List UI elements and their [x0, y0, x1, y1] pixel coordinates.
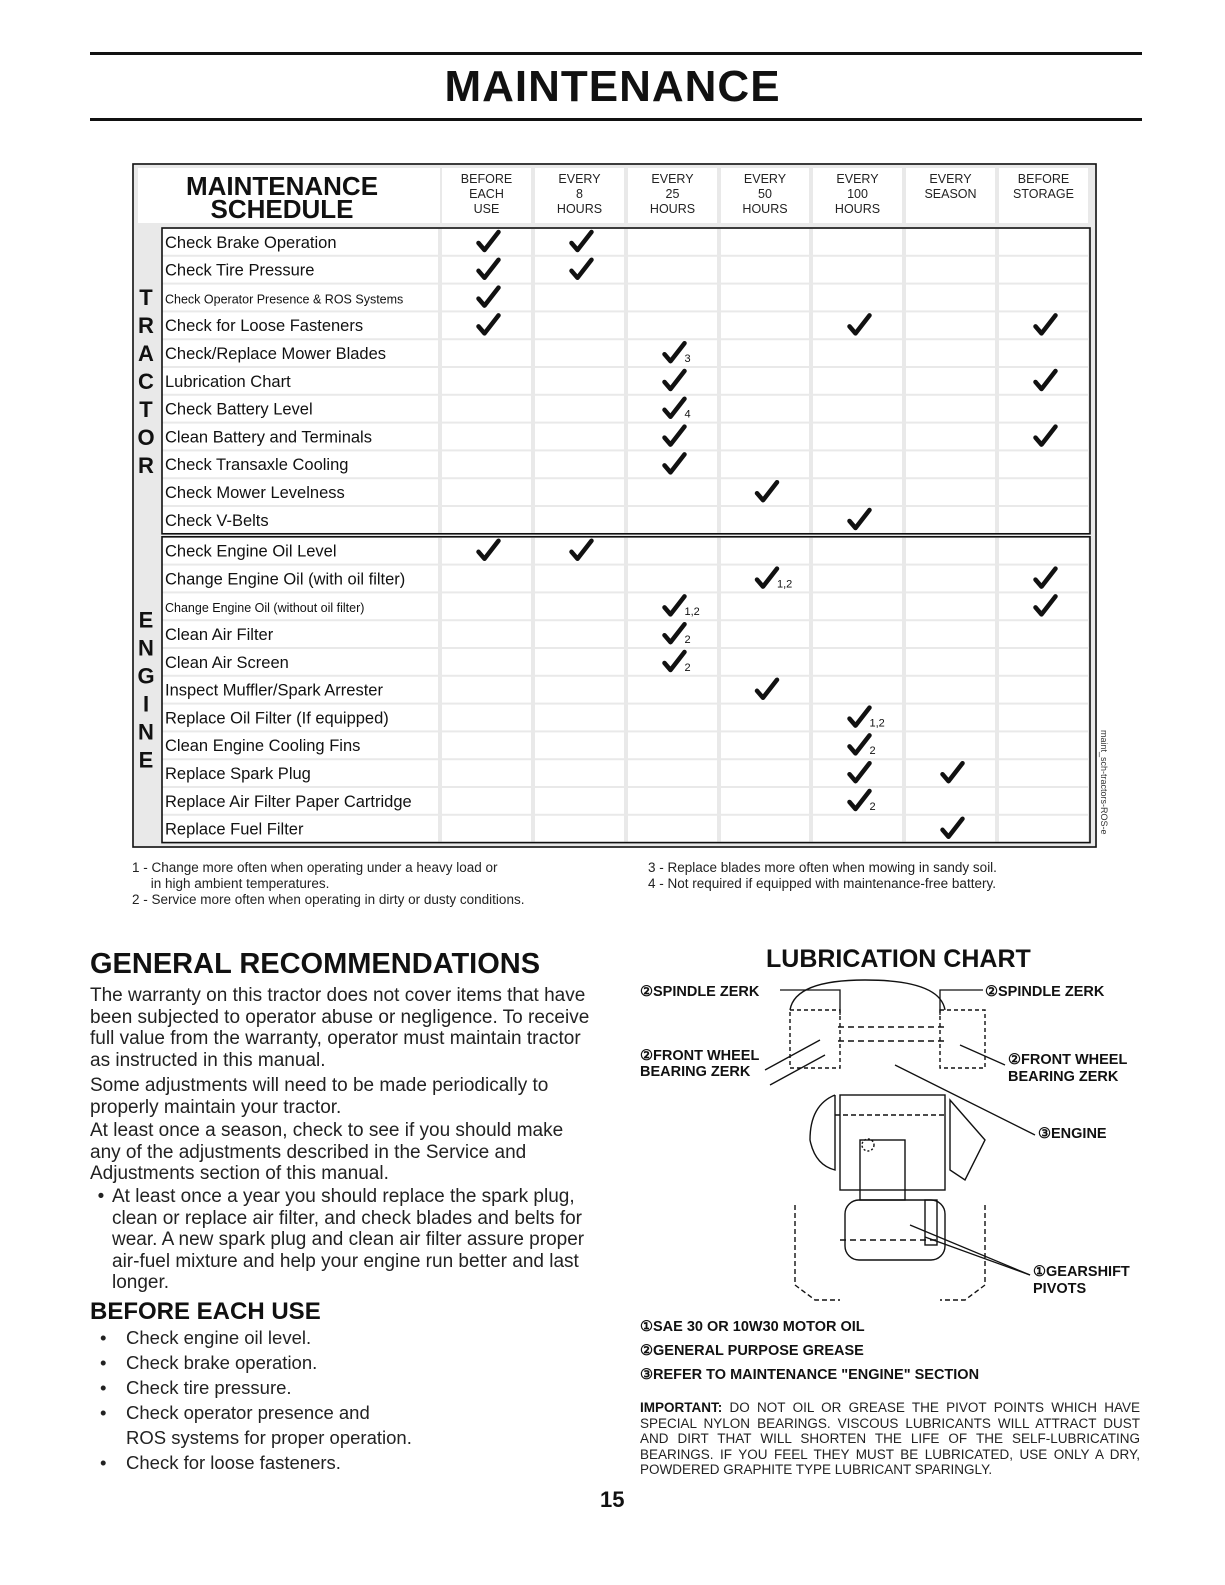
seat [845, 1200, 945, 1260]
interval-cell [442, 424, 531, 450]
label-gearshift: ①GEARSHIFT [1033, 1264, 1130, 1280]
label-front-wheel-left: ②FRONT WHEEL [640, 1048, 760, 1064]
interval-cell [628, 760, 717, 786]
interval-cell [999, 229, 1088, 255]
column-header-text: HOURS [834, 202, 881, 216]
lubrication-diagram [640, 975, 1140, 1320]
interval-cell [721, 816, 809, 842]
column-header-text: EVERY [743, 172, 787, 186]
bullet-dot: • [100, 1402, 107, 1423]
label-front-wheel-left-2: BEARING ZERK [640, 1064, 751, 1080]
interval-cell [721, 257, 809, 283]
task-label: Clean Air Filter [165, 626, 274, 644]
task-label: Check Engine Oil Level [165, 542, 337, 561]
interval-cell [999, 257, 1088, 283]
interval-cell [906, 396, 995, 422]
interval-cell [999, 507, 1088, 533]
interval-cell [813, 677, 902, 703]
engine-hood [840, 1095, 945, 1190]
interval-cell [628, 229, 717, 255]
interval-cell [628, 479, 717, 505]
interval-cell [721, 312, 809, 338]
section-letter: A [138, 340, 154, 366]
page-number: 15 [600, 1487, 625, 1512]
interval-cell [906, 229, 995, 255]
interval-cell [535, 621, 624, 647]
interval-cell [442, 677, 531, 703]
interval-cell [721, 705, 809, 731]
general-bullet [90, 1186, 590, 1294]
task-label: Clean Battery and Terminals [165, 428, 372, 447]
interval-cell [628, 312, 717, 338]
interval-cell [999, 451, 1088, 477]
check-footnote-ref: 2 [684, 661, 691, 674]
section-letter: N [138, 719, 154, 745]
interval-cell [813, 257, 902, 283]
task-label: Change Engine Oil (with oil filter) [165, 570, 406, 589]
interval-cell [906, 593, 995, 619]
interval-cell [906, 732, 995, 758]
task-label: Check Mower Levelness [165, 484, 345, 502]
column-header-text: EVERY [651, 172, 694, 186]
interval-cell [628, 677, 717, 703]
interval-cell [999, 396, 1088, 422]
section-letter: G [137, 663, 155, 689]
interval-cell [442, 760, 531, 786]
important-label: IMPORTANT: [640, 1400, 723, 1415]
before-use-item [100, 1425, 412, 1450]
interval-cell [535, 566, 624, 592]
interval-cell [442, 649, 531, 675]
schedule-title-line2: SCHEDULE [210, 194, 354, 224]
column-header-text: HOURS [649, 202, 696, 216]
task-label: Check for Loose Fasteners [165, 317, 364, 336]
interval-cell [442, 451, 531, 477]
interval-cell [535, 788, 624, 814]
interval-cell [628, 285, 717, 311]
interval-cell [906, 257, 995, 283]
column-header-text: BEFORE [460, 172, 513, 186]
interval-cell [442, 507, 531, 533]
task-label: Check/Replace Mower Blades [165, 345, 387, 363]
interval-cell [999, 705, 1088, 731]
interval-cell [442, 479, 531, 505]
interval-cell [906, 566, 995, 592]
interval-cell [813, 285, 902, 311]
interval-cell [535, 285, 624, 311]
interval-cell [721, 732, 809, 758]
task-label: Clean Air Screen [165, 653, 289, 672]
task-label: Inspect Muffler/Spark Arrester [165, 681, 383, 700]
interval-cell [535, 340, 624, 366]
check-footnote-ref: 2 [869, 800, 876, 813]
interval-cell [999, 479, 1088, 505]
before-use-item [100, 1375, 292, 1400]
column-header-text: 100 [847, 187, 868, 201]
interval-cell [999, 538, 1088, 564]
section-letter: E [138, 747, 154, 773]
label-front-wheel-right-2: BEARING ZERK [1008, 1069, 1119, 1085]
interval-cell [813, 538, 902, 564]
before-use-item-text: Check tire pressure. [126, 1377, 292, 1398]
interval-cell [442, 732, 531, 758]
column-header-text: EVERY [929, 172, 972, 186]
task-label: Check Operator Presence & ROS Systems [165, 292, 404, 307]
interval-cell [535, 507, 624, 533]
interval-cell [906, 705, 995, 731]
interval-cell [442, 566, 531, 592]
maintenance-schedule-table [132, 163, 1097, 848]
interval-cell [628, 566, 717, 592]
section-letter: N [138, 635, 154, 661]
check-footnote-ref: 2 [869, 745, 876, 758]
bullet-dot: • [100, 1327, 107, 1348]
interval-cell [628, 788, 717, 814]
column-header-text: USE [473, 202, 500, 216]
footnotes-left: 1 - Change more often when operating under a heavy load or in high ambient temperatures. 2 - Service more often when operating in dirty or dusty conditions. [132, 860, 525, 907]
interval-cell [721, 340, 809, 366]
interval-cell [442, 816, 531, 842]
interval-cell [535, 677, 624, 703]
check-footnote-ref: 1,2 [777, 578, 793, 591]
document-code: maint_sch-tractors-ROS-e [1099, 730, 1109, 835]
before-use-item-text: Check operator presence and [126, 1402, 370, 1423]
interval-cell [628, 705, 717, 731]
interval-cell [628, 816, 717, 842]
label-gearshift-2: PIVOTS [1033, 1281, 1087, 1297]
interval-cell [628, 507, 717, 533]
column-header-text: BEFORE [1017, 172, 1070, 186]
interval-cell [535, 368, 624, 394]
column-header-text: 8 [576, 187, 583, 201]
important-note [640, 1400, 1140, 1478]
column-header-text: HOURS [556, 202, 603, 216]
task-label: Check Brake Operation [165, 233, 337, 252]
interval-cell [906, 451, 995, 477]
interval-cell [813, 340, 902, 366]
section-letter: R [138, 452, 154, 478]
before-use-item-text: Check brake operation. [126, 1352, 318, 1373]
column-header-text: 25 [665, 187, 680, 201]
task-label: Replace Air Filter Paper Cartridge [165, 792, 412, 811]
task-label: Check V-Belts [165, 511, 269, 530]
interval-cell [721, 451, 809, 477]
interval-cell [813, 396, 902, 422]
check-footnote-ref: 2 [684, 634, 691, 646]
column-header-text: EACH [469, 187, 504, 201]
general-bullet-text: At least once a year you should replace the spark plug, clean or replace air filter, and check blades and belts for wear. A new spark plug and clean air filter assure proper air-fuel mixture and help your engine run better and last longer. [112, 1186, 585, 1293]
interval-cell [813, 593, 902, 619]
important-text: DO NOT OIL OR GREASE THE PIVOT POINTS WHICH HAVE SPECIAL NYLON BEARINGS. VISCOUS LUBRICANTS WILL ATTRACT DUST AND DIRT THAT WILL SHORTEN THE LIFE OF THE SELF-LUBRICATING BEARINGS. IF YOU FEEL THEY MUST BE LUBRICATED, USE ONLY A DRY, POWDERED GRAPHITE TYPE LUBRICANT SPARINGLY. [640, 1400, 1140, 1477]
column-header-text: 50 [758, 187, 772, 201]
interval-cell [906, 649, 995, 675]
left-front-wheel [790, 1010, 840, 1068]
before-each-use-heading: BEFORE EACH USE [90, 1298, 321, 1325]
schedule-title-line1: MAINTENANCE [185, 171, 379, 201]
interval-cell [442, 368, 531, 394]
interval-cell [999, 816, 1088, 842]
interval-cell [721, 368, 809, 394]
interval-cell [906, 621, 995, 647]
section-letter: O [137, 424, 155, 450]
interval-cell [721, 424, 809, 450]
check-footnote-ref: 3 [684, 353, 691, 365]
interval-cell [535, 732, 624, 758]
lubrication-chart-heading: LUBRICATION CHART [766, 945, 1031, 973]
interval-cell [535, 593, 624, 619]
section-letter: R [138, 312, 154, 338]
section-letter: E [138, 607, 154, 633]
section-letter: I [142, 691, 150, 717]
interval-cell [999, 621, 1088, 647]
interval-cell [999, 760, 1088, 786]
leader-lines [765, 990, 1035, 1275]
interval-cell [628, 538, 717, 564]
label-front-wheel-right: ②FRONT WHEEL [1008, 1052, 1128, 1068]
interval-cell [999, 677, 1088, 703]
interval-cell [442, 788, 531, 814]
before-use-item-text: ROS systems for proper operation. [126, 1427, 412, 1448]
task-label: Check Battery Level [165, 400, 313, 419]
interval-cell [999, 788, 1088, 814]
bullet-dot: • [100, 1452, 107, 1473]
interval-cell [906, 788, 995, 814]
interval-cell [535, 479, 624, 505]
interval-cell [813, 649, 902, 675]
before-use-item [100, 1450, 341, 1475]
section-letter: T [139, 396, 153, 422]
interval-cell [628, 732, 717, 758]
label-engine: ③ENGINE [1038, 1126, 1107, 1142]
interval-cell [999, 732, 1088, 758]
before-use-item-text: Check engine oil level. [126, 1327, 312, 1348]
interval-cell [906, 424, 995, 450]
bullet-dot: • [97, 1186, 105, 1207]
task-label: Replace Oil Filter (If equipped) [165, 709, 389, 728]
task-label: Lubrication Chart [165, 372, 291, 391]
before-use-item [100, 1400, 370, 1425]
interval-cell [535, 816, 624, 842]
footnotes-right: 3 - Replace blades more often when mowing in sandy soil. 4 - Not required if equipped with maintenance-free battery. [648, 860, 997, 891]
interval-cell [535, 760, 624, 786]
lubrication-legend-3: ③REFER TO MAINTENANCE "ENGINE" SECTION [640, 1367, 980, 1383]
column-header-text: STORAGE [1013, 187, 1074, 201]
label-spindle-zerk-right: ②SPINDLE ZERK [985, 984, 1105, 1000]
interval-cell [813, 451, 902, 477]
interval-cell [721, 788, 809, 814]
interval-cell [442, 340, 531, 366]
section-letter: T [139, 284, 153, 310]
interval-cell [999, 340, 1088, 366]
lubrication-legend-1: ①SAE 30 OR 10W30 MOTOR OIL [640, 1319, 865, 1335]
task-label: Clean Engine Cooling Fins [165, 737, 361, 756]
general-paragraph-3: At least once a season, check to see if you should make any of the adjustments described in the Service and Adjustments section of this manual. [90, 1120, 564, 1184]
interval-cell [535, 396, 624, 422]
interval-cell [442, 621, 531, 647]
interval-cell [721, 285, 809, 311]
interval-cell [721, 538, 809, 564]
task-label: Check Transaxle Cooling [165, 456, 349, 475]
label-spindle-zerk-left: ②SPINDLE ZERK [640, 984, 760, 1000]
interval-cell [628, 257, 717, 283]
interval-cell [813, 368, 902, 394]
general-paragraph-1: The warranty on this tractor does not cover items that have been subjected to operator abuse or negligence. To receive full value from the warranty, operator must maintain tractor as instructed in this manual. [90, 985, 590, 1071]
interval-cell [442, 593, 531, 619]
before-use-item-text: Check for loose fasteners. [126, 1452, 341, 1473]
interval-cell [906, 285, 995, 311]
interval-cell [721, 229, 809, 255]
general-recommendations-heading: GENERAL RECOMMENDATIONS [90, 948, 541, 980]
interval-cell [813, 816, 902, 842]
task-label: Replace Fuel Filter [165, 820, 304, 839]
interval-cell [813, 566, 902, 592]
interval-cell [906, 507, 995, 533]
interval-cell [813, 479, 902, 505]
interval-cell [442, 705, 531, 731]
check-footnote-ref: 1,2 [869, 717, 885, 730]
interval-cell [906, 312, 995, 338]
seat-post [860, 1140, 905, 1200]
column-header-text: EVERY [558, 172, 601, 186]
task-label: Replace Spark Plug [165, 765, 311, 783]
column-header-text: EVERY [836, 172, 879, 186]
interval-cell [535, 705, 624, 731]
interval-cell [906, 677, 995, 703]
check-footnote-ref: 1,2 [684, 606, 700, 619]
top-rule [90, 52, 1142, 55]
tractor-drawing [790, 980, 985, 1300]
interval-cell [721, 649, 809, 675]
check-footnote-ref: 4 [684, 408, 691, 421]
interval-cell [813, 229, 902, 255]
page-title: MAINTENANCE [444, 62, 781, 111]
interval-cell [721, 396, 809, 422]
interval-cell [999, 285, 1088, 311]
interval-cell [813, 424, 902, 450]
bullet-dot: • [100, 1377, 107, 1398]
interval-cell [721, 621, 809, 647]
right-front-wheel [940, 1010, 985, 1068]
interval-cell [721, 760, 809, 786]
task-label: Change Engine Oil (without oil filter) [165, 601, 365, 616]
interval-cell [721, 507, 809, 533]
bullet-dot: • [100, 1352, 107, 1373]
task-label: Check Tire Pressure [165, 261, 315, 280]
interval-cell [906, 479, 995, 505]
interval-cell [535, 451, 624, 477]
interval-cell [813, 621, 902, 647]
section-letter: C [138, 368, 154, 394]
general-paragraph-2: Some adjustments will need to be made periodically to properly maintain your tractor. [90, 1075, 549, 1118]
interval-cell [906, 368, 995, 394]
interval-cell [906, 340, 995, 366]
interval-cell [442, 396, 531, 422]
column-header-text: HOURS [742, 202, 788, 216]
column-header-text: SEASON [924, 187, 977, 201]
interval-cell [721, 593, 809, 619]
before-use-item [100, 1350, 317, 1375]
interval-cell [535, 424, 624, 450]
lubrication-legend-2: ②GENERAL PURPOSE GREASE [640, 1343, 864, 1359]
before-use-item [100, 1325, 311, 1350]
interval-cell [999, 649, 1088, 675]
interval-cell [535, 649, 624, 675]
title-underline-rule [90, 118, 1142, 121]
interval-cell [906, 538, 995, 564]
interval-cell [535, 312, 624, 338]
